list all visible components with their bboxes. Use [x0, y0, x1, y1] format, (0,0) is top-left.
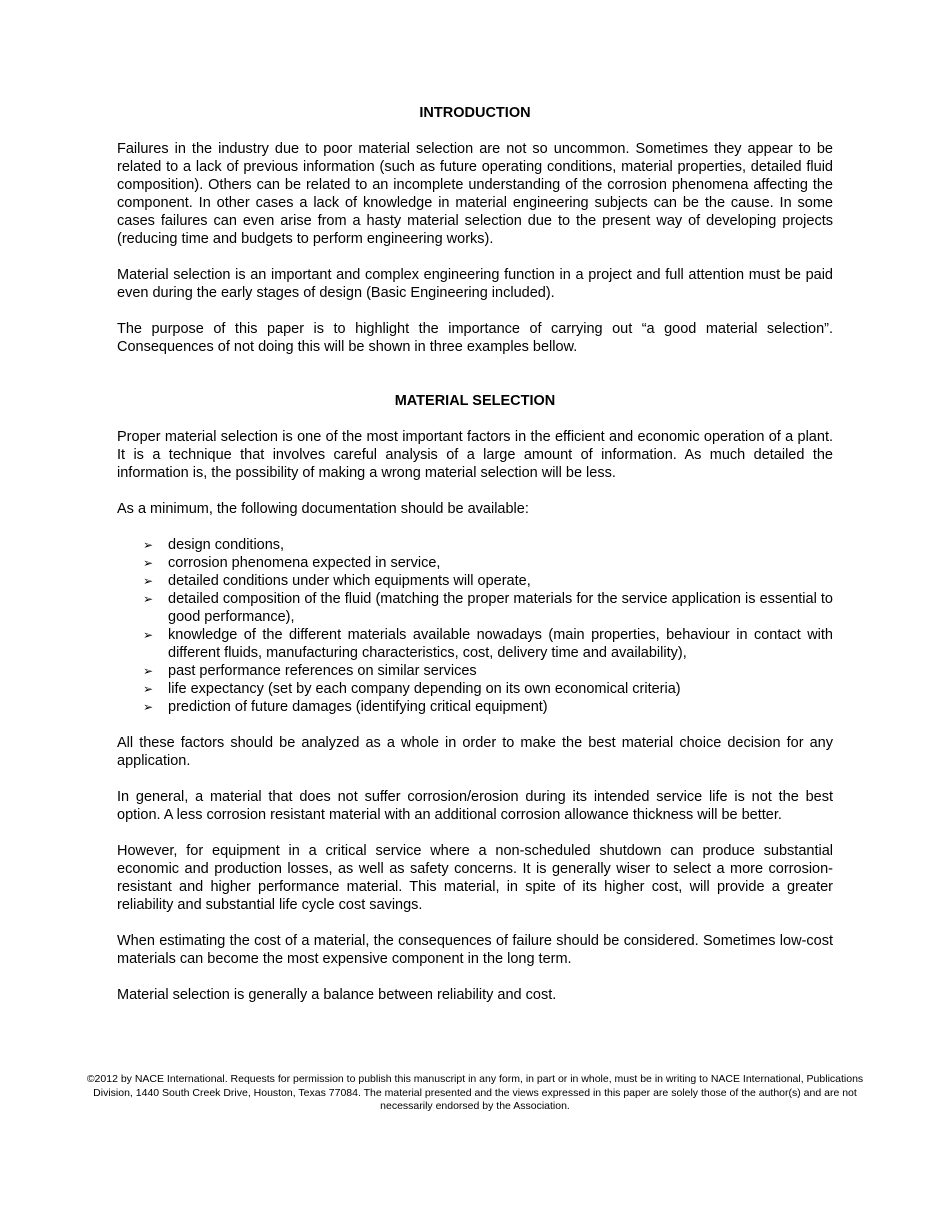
list-item	[143, 554, 833, 572]
material-selection-paragraph-2: As a minimum, the following documentation should be available:	[117, 501, 529, 517]
list-item-text: past performance references on similar services	[168, 663, 477, 679]
page-body	[117, 104, 833, 1004]
material-selection-paragraph-7: Material selection is generally a balance between reliability and cost.	[117, 987, 557, 1003]
material-selection-paragraph-4: In general, a material that does not suffer corrosion/erosion during its intended service life is not the best option. A less corrosion resistant material with an additional corrosion allowance thickness will be better.	[117, 789, 833, 823]
list-item-text: life expectancy (set by each company depending on its own economical criteria)	[168, 681, 681, 697]
arrow-bullet-icon: ➢	[143, 538, 154, 552]
arrow-bullet-icon: ➢	[143, 556, 154, 570]
material-selection-paragraph-5: However, for equipment in a critical service where a non-scheduled shutdown can produce substantial economic and production losses, as well as safety concerns. It is generally wiser to select a more corrosion-resistant and higher performance material. This material, in spite of its higher cost, will provide a greater reliability and substantial life cycle cost savings.	[117, 843, 833, 913]
list-item-text: prediction of future damages (identifying critical equipment)	[168, 699, 548, 715]
list-item-text: design conditions,	[168, 537, 285, 553]
material-selection-paragraph-3: All these factors should be analyzed as a whole in order to make the best material choice decision for any application.	[117, 735, 833, 769]
copyright-footer: ©2012 by NACE International. Requests for permission to publish this manuscript in any form, in part or in whole, must be in writing to NACE International, Publications Division, 1440 South Creek Drive, Houston, Texas 77084. The material presented and the views expressed in this paper are solely those of the author(s) and are not necessarily endorsed by the Association.	[86, 1073, 864, 1112]
list-item	[143, 698, 833, 716]
list-item	[143, 626, 833, 662]
material-selection-paragraph-6: When estimating the cost of a material, the consequences of failure should be considered. Sometimes low-cost materials can become the most expensive component in the long term.	[117, 933, 833, 967]
list-item	[143, 572, 833, 590]
list-item	[143, 680, 833, 698]
introduction-paragraph-2: Material selection is an important and complex engineering function in a project and full attention must be paid even during the early stages of design (Basic Engineering included).	[117, 267, 833, 301]
arrow-bullet-icon: ➢	[143, 628, 154, 642]
material-selection-paragraph-1: Proper material selection is one of the most important factors in the efficient and economic operation of a plant. It is a technique that involves careful analysis of a large amount of information. As much detailed the information is, the possibility of making a wrong material selection will be less.	[117, 429, 833, 481]
introduction-heading: INTRODUCTION	[419, 105, 531, 121]
introduction-paragraph-3: The purpose of this paper is to highlight the importance of carrying out “a good material selection”. Consequences of not doing this will be shown in three examples bellow.	[117, 321, 833, 355]
arrow-bullet-icon: ➢	[143, 574, 154, 588]
list-item-text: knowledge of the different materials available nowadays (main properties, behaviour in contact with different fluids, manufacturing characteristics, cost, delivery time and availability),	[168, 627, 833, 661]
list-item-text: detailed conditions under which equipments will operate,	[168, 573, 531, 589]
list-item	[143, 536, 833, 554]
list-item	[143, 662, 833, 680]
list-item-text: detailed composition of the fluid (matching the proper materials for the service application is essential to good performance),	[168, 591, 833, 625]
documentation-list	[117, 536, 833, 716]
material-selection-heading: MATERIAL SELECTION	[394, 393, 556, 409]
introduction-paragraph-1: Failures in the industry due to poor material selection are not so uncommon. Sometimes they appear to be related to a lack of previous information (such as future operating conditions, material properties, detailed fluid composition). Others can be related to an incomplete understanding of the corrosion phenomena affecting the component. In other cases a lack of knowledge in material engineering subjects can be the cause. In some cases failures can even arise from a hasty material selection due to the present way of developing projects (reducing time and budgets to perform engineering works).	[117, 141, 833, 247]
arrow-bullet-icon: ➢	[143, 700, 154, 714]
arrow-bullet-icon: ➢	[143, 682, 154, 696]
arrow-bullet-icon: ➢	[143, 664, 154, 678]
list-item	[143, 590, 833, 626]
list-item-text: corrosion phenomena expected in service,	[168, 555, 441, 571]
arrow-bullet-icon: ➢	[143, 592, 154, 606]
